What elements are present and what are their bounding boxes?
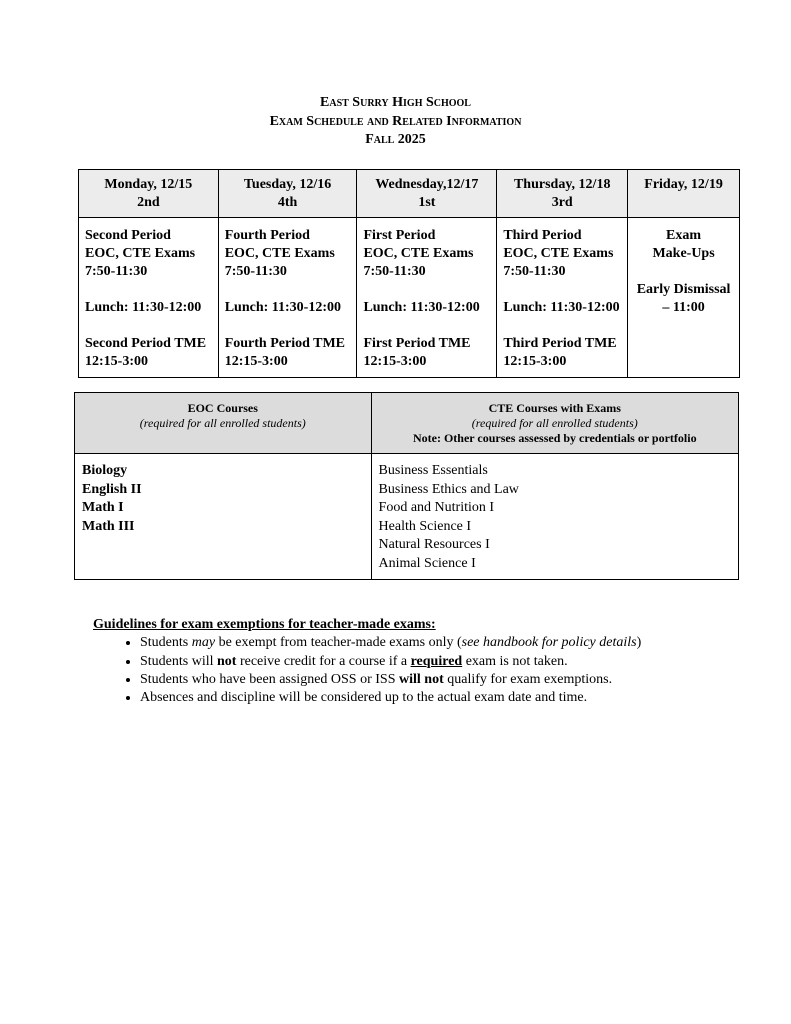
cte-note: Note: Other courses assessed by credentials or portfolio xyxy=(412,431,697,445)
courses-table xyxy=(74,392,739,580)
spacer xyxy=(503,317,621,335)
day-date: Thursday, 12/18 xyxy=(513,177,611,192)
courses-body-row xyxy=(75,454,739,580)
exam-exam-time: 7:50-11:30 xyxy=(224,264,287,279)
spacer xyxy=(503,281,621,299)
spacer xyxy=(85,281,212,299)
text-italic: see handbook for policy details xyxy=(461,635,637,651)
exam-exam-time: 7:50-11:30 xyxy=(503,264,566,279)
day-header-cell xyxy=(497,170,628,218)
makeup-label: Exam xyxy=(666,228,702,243)
exam-exam-title: Second Period xyxy=(85,228,171,243)
text-italic: may xyxy=(191,635,216,651)
exam-exam-type: EOC, CTE Exams xyxy=(85,246,196,261)
eoc-subheader: (required for all enrolled students) xyxy=(139,416,306,430)
guideline-item xyxy=(140,671,641,689)
cte-course-list xyxy=(371,454,738,580)
day-header-cell xyxy=(79,170,219,218)
guideline-item xyxy=(140,689,641,707)
day-date: Friday, 12/19 xyxy=(644,177,723,192)
cte-header: CTE Courses with Exams xyxy=(488,401,621,415)
exam-exam-title: First Period xyxy=(363,228,436,243)
guidelines-section xyxy=(93,616,641,707)
day-cell xyxy=(497,218,628,378)
exam-exam-type: EOC, CTE Exams xyxy=(363,246,474,261)
eoc-course: Biology xyxy=(82,463,128,478)
text-bold-underline: required xyxy=(410,653,463,669)
day-cell xyxy=(628,218,740,378)
day-header-cell xyxy=(218,170,357,218)
text: qualify for exam exemptions. xyxy=(443,671,613,687)
guidelines-list xyxy=(93,634,641,707)
early-dismissal-time: – 11:00 xyxy=(662,300,705,315)
text-bold: not xyxy=(217,653,237,669)
cte-header-cell xyxy=(371,393,738,454)
day-period: 2nd xyxy=(137,195,160,210)
makeup-label: Make-Ups xyxy=(652,246,715,261)
eoc-course: English II xyxy=(82,481,142,497)
eoc-course: Math III xyxy=(82,518,135,534)
guidelines-heading: Guidelines for exam exemptions for teacher-made exams: xyxy=(93,617,436,632)
spacer xyxy=(85,317,212,335)
text-bold: will not xyxy=(399,671,444,687)
lunch-time: Lunch: 11:30-12:00 xyxy=(363,300,480,315)
day-date: Monday, 12/15 xyxy=(104,177,193,192)
schedule-body-row xyxy=(79,218,740,378)
exam-exam-title: Third Period xyxy=(503,228,582,243)
eoc-header: EOC Courses xyxy=(187,401,258,415)
tme-title: Fourth Period TME xyxy=(224,336,346,351)
eoc-course: Math I xyxy=(82,500,124,515)
day-date: Wednesday,12/17 xyxy=(375,177,479,192)
spacer xyxy=(634,263,733,281)
cte-course: Business Ethics and Law xyxy=(378,481,519,497)
lunch-time: Lunch: 11:30-12:00 xyxy=(85,300,202,315)
day-cell xyxy=(218,218,357,378)
tme-title: First Period TME xyxy=(363,336,471,351)
lunch-time: Lunch: 11:30-12:00 xyxy=(503,300,620,315)
text: Students xyxy=(140,635,192,651)
spacer xyxy=(225,281,351,299)
text: Students who have been assigned OSS or ISS xyxy=(140,671,399,687)
exam-exam-title: Fourth Period xyxy=(224,228,310,243)
tme-time: 12:15-3:00 xyxy=(224,354,288,369)
day-cell xyxy=(357,218,497,378)
cte-course: Health Science I xyxy=(378,518,472,534)
document-subtitle: Exam Schedule and Related Information xyxy=(269,114,522,129)
tme-time: 12:15-3:00 xyxy=(85,354,148,369)
exam-exam-type: EOC, CTE Exams xyxy=(224,246,335,261)
cte-subheader: (required for all enrolled students) xyxy=(471,416,638,430)
guideline-item xyxy=(140,653,641,671)
exam-exam-time: 7:50-11:30 xyxy=(85,264,148,279)
cte-course: Business Essentials xyxy=(378,463,488,478)
eoc-course-list xyxy=(75,454,372,580)
exam-exam-type: EOC, CTE Exams xyxy=(503,246,614,261)
school-name: East Surry High School xyxy=(320,95,471,110)
day-period: 4th xyxy=(277,195,298,210)
tme-title: Third Period TME xyxy=(503,336,617,351)
text: Students will xyxy=(140,653,218,669)
tme-time: 12:15-3:00 xyxy=(363,354,427,369)
courses-header-row xyxy=(75,393,739,454)
text: exam is not taken. xyxy=(462,653,568,669)
lunch-time: Lunch: 11:30-12:00 xyxy=(224,300,342,315)
text: receive credit for a course if a xyxy=(236,653,411,669)
spacer xyxy=(363,281,490,299)
cte-course: Food and Nutrition I xyxy=(378,500,495,515)
schedule-header-row xyxy=(79,170,740,218)
day-header-cell xyxy=(357,170,497,218)
spacer xyxy=(363,317,490,335)
day-cell xyxy=(79,218,219,378)
term: Fall 2025 xyxy=(365,132,426,147)
tme-title: Second Period TME xyxy=(85,336,207,351)
eoc-header-cell xyxy=(75,393,372,454)
text: be exempt from teacher-made exams only ( xyxy=(215,635,462,651)
tme-time: 12:15-3:00 xyxy=(503,354,567,369)
day-period: 3rd xyxy=(551,195,573,210)
exam-exam-time: 7:50-11:30 xyxy=(363,264,426,279)
day-header-cell xyxy=(628,170,740,218)
exam-schedule-table xyxy=(78,169,740,378)
early-dismissal: Early Dismissal xyxy=(636,282,731,297)
spacer xyxy=(225,317,351,335)
cte-course: Natural Resources I xyxy=(378,537,490,552)
day-date: Tuesday, 12/16 xyxy=(243,177,332,192)
cte-course: Animal Science I xyxy=(378,555,476,571)
guideline-item xyxy=(140,634,641,652)
text: Absences and discipline will be considered up to the actual exam date and time. xyxy=(140,690,588,706)
text: ) xyxy=(636,635,642,651)
day-period: 1st xyxy=(418,195,436,210)
